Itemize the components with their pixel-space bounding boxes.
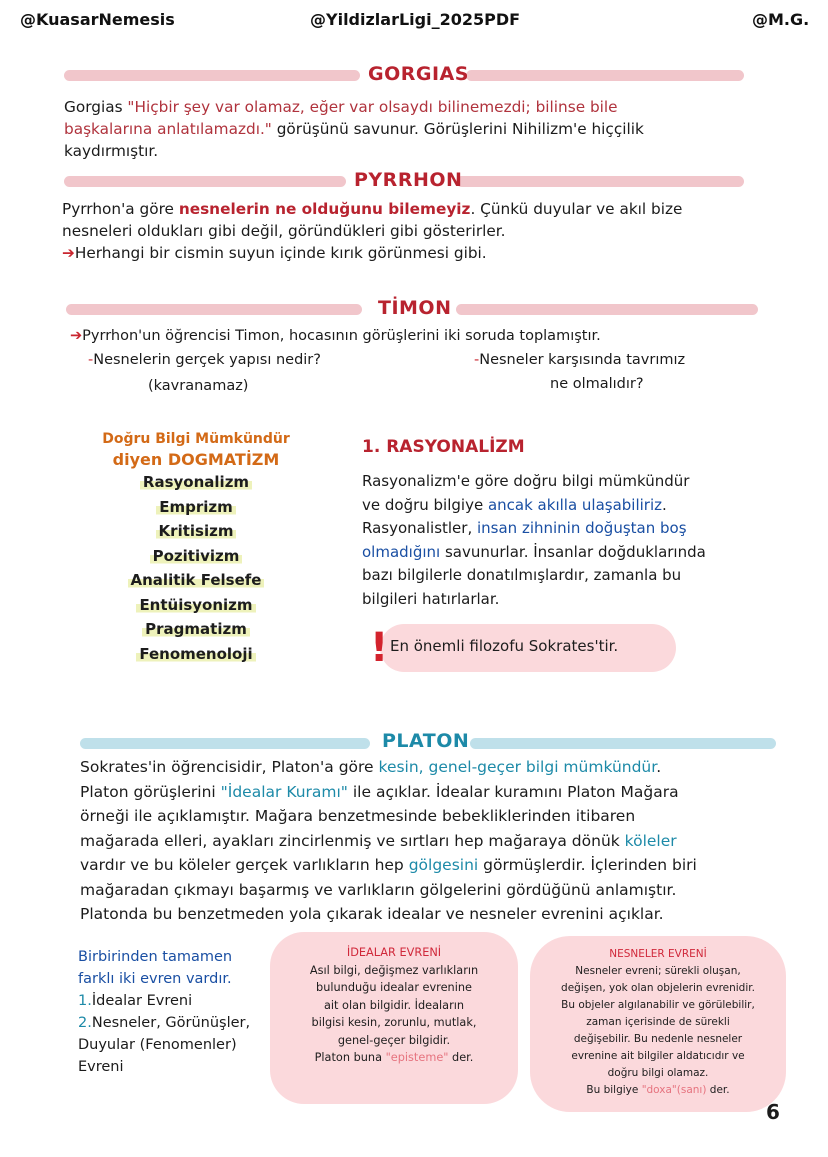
timon-question-2: -Nesneler karşısında tavrımız [474,352,686,368]
list-item: Analitik Felsefe [80,568,312,593]
gorgias-title: GORGIAS [368,63,469,85]
idealar-evreni-card: İDEALAR EVRENİ Asıl bilgi, değişmez varlıkların bulunduğu idealar evrenine ait olan bilgidir. İdeaların bilgisi kesin, zorunlu, mutlak, genel-geçer bilgidir. Platon buna "episteme" der. [270,932,518,1104]
rasyonalizm-title: 1. RASYONALİZM [362,437,525,457]
timon-answer-1: (kavranamaz) [148,378,249,394]
header-right-handle: @M.G. [752,10,810,29]
section-divider [80,738,370,749]
list-item: Entüisyonizm [80,593,312,618]
dash-icon: - [88,352,94,368]
pyrrhon-title: PYRRHON [354,169,463,191]
header-center-handle: @YildizlarLigi_2025PDF [310,10,521,29]
list-item: Pozitivizm [80,544,312,569]
platon-title: PLATON [382,730,470,752]
nesneler-evreni-title: NESNELER EVRENİ [609,948,707,960]
page-number: 6 [766,1100,780,1124]
callout-box [380,624,676,672]
dogmatism-title-2: diyen DOGMATİZM [112,450,280,469]
section-divider [64,176,346,187]
list-item: Fenomenoloji [80,642,312,667]
list-item: Kritisizm [80,519,312,544]
section-divider [456,304,758,315]
timon-intro: ➔Pyrrhon'un öğrencisi Timon, hocasının görüşlerini iki soruda toplamıştır. [70,328,601,344]
section-divider [466,70,744,81]
timon-question-2-cont: ne olmalıdır? [550,376,644,392]
timon-title: TİMON [378,297,452,319]
dogmatism-list [80,430,312,666]
section-divider [456,176,744,187]
arrow-right-icon: ➔ [62,244,75,262]
list-item: Rasyonalizm [80,470,312,495]
platon-paragraph: Sokrates'in öğrencisidir, Platon'a göre kesin, genel-geçer bilgi mümkündür. Platon görüşlerini "İdealar Kuramı" ile açıklar. İdealar kuramını Platon Mağara örneği ile açıklamıştır. Mağara benzetmesinde bebekliklerinden itibaren mağarada elleri, ayakları zincirlenmiş ve sırtları hep mağaraya dönük köleler vardır ve bu köleler gerçek varlıkların hep gölgesini görmüşlerdir. İçlerinden biri mağaradan çıkmayı başarmış ve varlıkların gölgelerini gördüğünü anlamıştır. Platonda bu benzetmeden yola çıkarak idealar ve nesneler evrenini açıklar. [80,758,697,923]
section-divider [66,304,362,315]
nesneler-evreni-card: NESNELER EVRENİ Nesneler evreni; sürekli oluşan, değişen, yok olan objelerin evrenidir. Bu objeler algılanabilir ve görülebilir, zaman içerisinde de sürekli değişebilir. Bu nedenle nesneler evrenine ait bilgiler aldatıcıdır ve doğru bilgi olamaz. Bu bilgiye "doxa"(sanı) der. [530,936,786,1112]
pyrrhon-paragraph: Pyrrhon'a göre nesnelerin ne olduğunu bilemeyiz. Çünkü duyular ve akıl bize nesneleri oldukları gibi değil, göründükleri gibi gösterirler. ➔Herhangi bir cismin suyun içinde kırık görünmesi gibi. [62,200,683,262]
dogmatism-title-1: Doğru Bilgi Mümkündür [102,431,290,447]
section-divider [64,70,360,81]
gorgias-paragraph: Gorgias "Hiçbir şey var olamaz, eğer var olsaydı bilinemezdi; bilinse bile başkalarına anlatılamazdı." görüşünü savunur. Görüşlerini Nihilizm'e hiççilik kaydırmıştır. [64,98,644,160]
idealar-evreni-title: İDEALAR EVRENİ [346,946,442,959]
callout-text: En önemli filozofu Sokrates'tir. [390,637,619,655]
list-item: Emprizm [80,495,312,520]
header-left-handle: @KuasarNemesis [20,10,175,29]
rasyonalizm-paragraph: Rasyonalizm'e göre doğru bilgi mümkündür ve doğru bilgiye ancak akılla ulaşabiliriz. Rasyonalistler, insan zihninin doğuştan boş olmadığını savunurlar. İnsanlar doğduklarında bazı bilgilerle donatılmışlardır, zamanla bu bilgileri hatırlarlar. [362,472,706,608]
exclamation-icon: ! [370,625,389,671]
section-divider [470,738,776,749]
dash-icon: - [474,352,480,368]
arrow-right-icon: ➔ [70,328,83,344]
evren-intro: Birbirinden tamamen farklı iki evren vardır. 1.İdealar Evreni 2.Nesneler, Görünüşler, Duyular (Fenomenler) Evreni [78,949,251,1075]
timon-question-1: -Nesnelerin gerçek yapısı nedir? [88,352,321,368]
list-item: Pragmatizm [80,617,312,642]
